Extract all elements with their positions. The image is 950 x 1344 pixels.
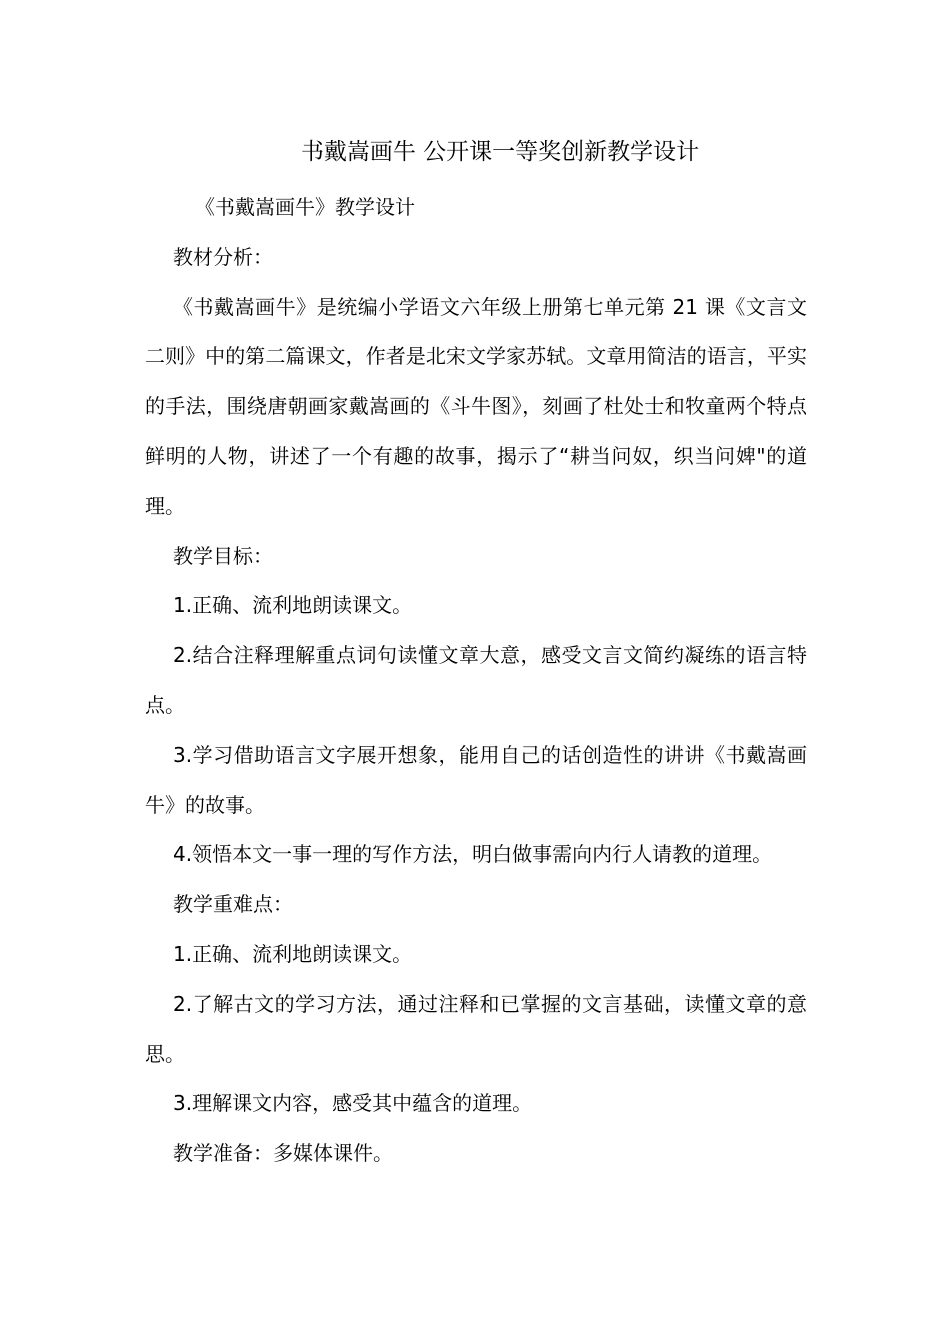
material-analysis-paragraph: 《书戴嵩画牛》是统编小学语文六年级上册第七单元第 21 课《文言文二则》中的第二篇课文，作者是北宋文学家苏轼。文章用简洁的语言，平实的手法，围绕唐朝画家戴嵩画的《斗牛图》，刻画了杜处士和牧童两个特点鲜明的人物，讲述了一个有趣的故事，揭示了“耕当问奴，织当问婢"的道理。 [145, 294, 807, 518]
teaching-preparation: 教学准备：多媒体课件。 [173, 1141, 393, 1166]
key-difficulty-item: 2.了解古文的学习方法，通过注释和已掌握的文言基础，读懂文章的意思。 [145, 991, 807, 1066]
document-body [145, 183, 807, 1179]
subtitle: 《书戴嵩画牛》教学设计 [195, 195, 415, 219]
teaching-goal-item: 4.领悟本文一事一理的写作方法，明白做事需向内行人请教的道理。 [173, 842, 773, 867]
section-heading-material-analysis: 教材分析： [173, 244, 273, 269]
document-title: 书戴嵩画牛 公开课一等奖创新教学设计 [300, 139, 700, 165]
teaching-goal-item: 2.结合注释理解重点词句读懂文章大意，感受文言文简约凝练的语言特点。 [145, 643, 807, 717]
teaching-goal-item: 3.学习借助语言文字展开想象，能用自己的话创造性的讲讲《书戴嵩画牛》的故事。 [145, 742, 807, 817]
key-difficulty-item: 1.正确、流利地朗读课文。 [173, 941, 413, 966]
key-difficulty-item: 3.理解课文内容，感受其中蕴含的道理。 [173, 1091, 533, 1116]
section-heading-teaching-goals: 教学目标： [173, 543, 273, 568]
section-heading-key-difficulties: 教学重难点： [173, 892, 293, 917]
teaching-goal-item: 1.正确、流利地朗读课文。 [173, 593, 413, 618]
